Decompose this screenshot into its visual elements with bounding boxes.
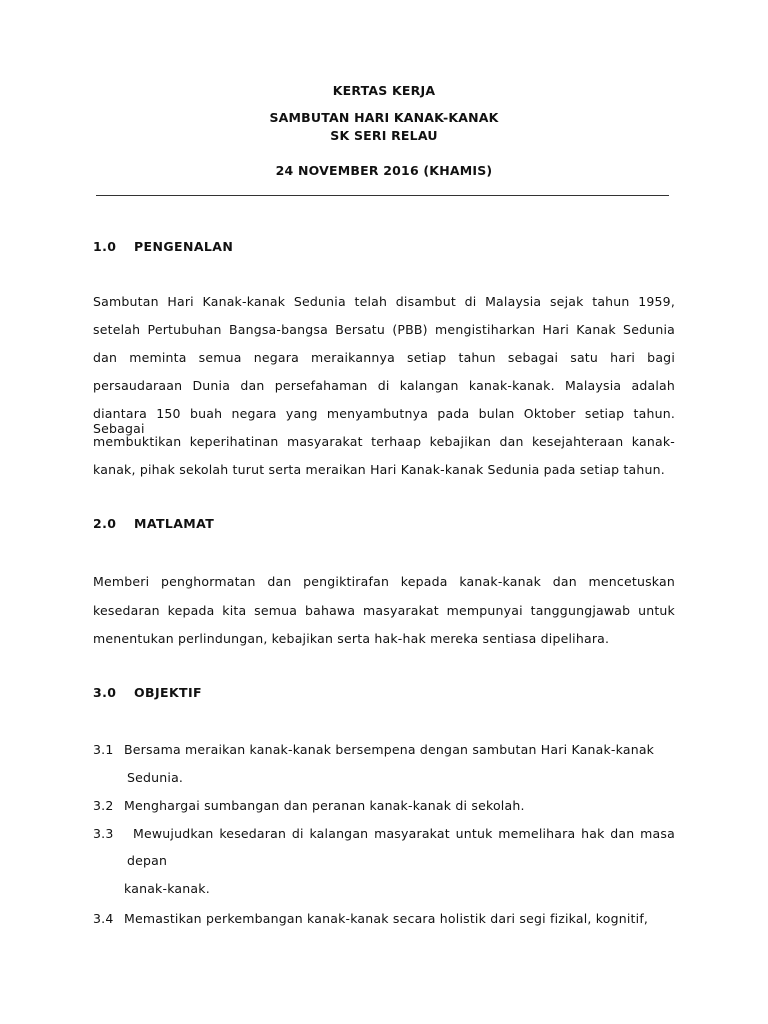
objective-text: Bersama meraikan kanak-kanak bersempena dengan sambutan Hari Kanak-kanak — [124, 742, 655, 757]
objective-number: 3.1 — [93, 742, 114, 757]
doc-title-event: SAMBUTAN HARI KANAK-KANAK — [269, 110, 499, 125]
section-number: 3.0 — [93, 685, 117, 700]
paragraph-line: kesedaran kepada kita semua bahawa masyarakat mempunyai tanggungjawab untuk — [93, 603, 675, 618]
header-divider — [96, 195, 669, 196]
paragraph-line: Memberi penghormatan dan pengiktirafan kepada kanak-kanak dan mencetuskan — [93, 574, 675, 589]
section-heading-objektif — [93, 685, 202, 700]
objective-text: kanak-kanak. — [124, 881, 210, 896]
paragraph-line: membuktikan keperihatinan masyarakat terhaap kebajikan dan kesejahteraan kanak- — [93, 434, 675, 449]
objective-text: depan — [127, 853, 168, 868]
section-number: 1.0 — [93, 239, 117, 254]
objective-text: Memastikan perkembangan kanak-kanak secara holistik dari segi fizikal, kognitif, — [124, 911, 649, 926]
section-title: MATLAMAT — [134, 516, 215, 531]
paragraph-line: Sambutan Hari Kanak-kanak Sedunia telah disambut di Malaysia sejak tahun 1959, — [93, 294, 675, 309]
objective-number: 3.3 — [93, 826, 114, 841]
objective-text: Sedunia. — [127, 770, 184, 785]
section-heading-matlamat — [93, 516, 214, 531]
paragraph-line: setelah Pertubuhan Bangsa-bangsa Bersatu (PBB) mengistiharkan Hari Kanak Sedunia — [93, 322, 675, 337]
objective-number: 3.2 — [93, 798, 114, 813]
objective-text: Mewujudkan kesedaran di kalangan masyarakat untuk memelihara hak dan masa — [133, 826, 675, 841]
section-number: 2.0 — [93, 516, 117, 531]
paragraph-line: menentukan perlindungan, kebajikan serta hak-hak mereka sentiasa dipelihara. — [93, 631, 610, 646]
doc-date: 24 NOVEMBER 2016 (KHAMIS) — [275, 163, 493, 178]
doc-title-kertas-kerja: KERTAS KERJA — [332, 83, 436, 98]
paragraph-line: diantara 150 buah negara yang menyambutnya pada bulan Oktober setiap tahun. Sebagai — [93, 406, 675, 436]
paragraph-line: dan meminta semua negara meraikannya setiap tahun sebagai satu hari bagi — [93, 350, 675, 365]
section-heading-pengenalan — [93, 239, 233, 254]
doc-title-school: SK SERI RELAU — [330, 128, 438, 143]
objective-number: 3.4 — [93, 911, 114, 926]
paragraph-line: persaudaraan Dunia dan persefahaman di kalangan kanak-kanak. Malaysia adalah — [93, 378, 675, 393]
section-title: OBJEKTIF — [134, 685, 202, 700]
paragraph-line: kanak, pihak sekolah turut serta meraikan Hari Kanak-kanak Sedunia pada setiap tahun. — [93, 462, 665, 477]
section-title: PENGENALAN — [134, 239, 234, 254]
objective-text: Menghargai sumbangan dan peranan kanak-kanak di sekolah. — [124, 798, 525, 813]
